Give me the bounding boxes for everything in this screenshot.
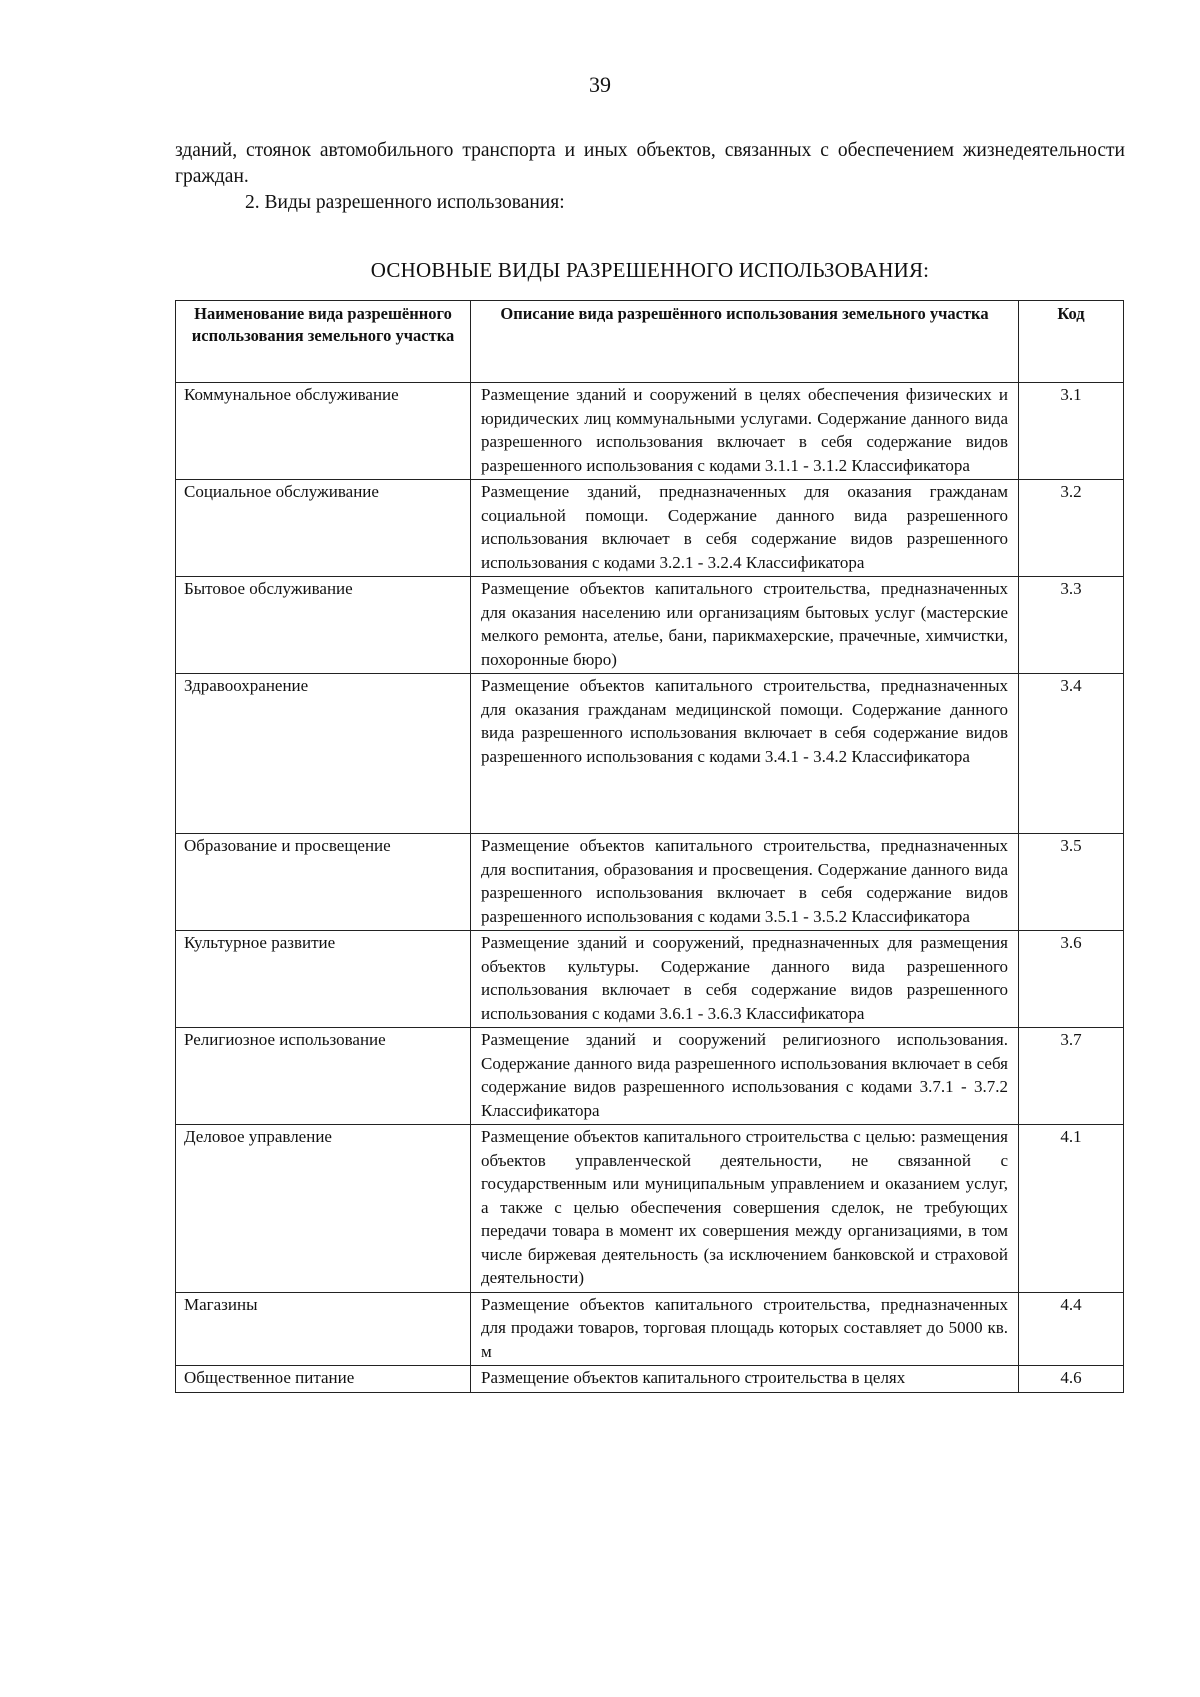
row-code: 3.3 bbox=[1019, 577, 1124, 674]
table-row bbox=[176, 1292, 1124, 1366]
header-name: Наименование вида разрешённого использования земельного участка bbox=[176, 301, 471, 383]
row-description: Размещение зданий, предназначенных для оказания гражданам социальной помощи. Содержание данного вида разрешенного использования включает в себя содержание видов разрешенного использования с кодами 3.2.1 - 3.2.4 Классификатора bbox=[471, 480, 1019, 577]
row-code: 4.6 bbox=[1019, 1366, 1124, 1393]
row-description: Размещение зданий и сооружений, предназначенных для размещения объектов культуры. Содержание данного вида разрешенного использования включает в себя содержание видов разрешенного использования с кодами 3.6.1 - 3.6.3 Классификатора bbox=[471, 931, 1019, 1028]
intro-text bbox=[175, 138, 1125, 216]
row-description: Размещение объектов капитального строительства, предназначенных для оказания населению или организациям бытовых услуг (мастерские мелкого ремонта, ателье, бани, парикмахерские, прачечные, химчистки, похоронные бюро) bbox=[471, 577, 1019, 674]
row-name: Здравоохранение bbox=[176, 674, 471, 834]
table-row bbox=[176, 577, 1124, 674]
row-code: 3.6 bbox=[1019, 931, 1124, 1028]
table-row bbox=[176, 1366, 1124, 1393]
row-name: Культурное развитие bbox=[176, 931, 471, 1028]
table-row bbox=[176, 480, 1124, 577]
table-row bbox=[176, 1125, 1124, 1293]
row-description: Размещение зданий и сооружений религиозного использования. Содержание данного вида разрешенного использования включает в себя содержание видов разрешенного использования с кодами 3.7.1 - 3.7.2 Классификатора bbox=[471, 1028, 1019, 1125]
row-code: 3.5 bbox=[1019, 834, 1124, 931]
row-name: Религиозное использование bbox=[176, 1028, 471, 1125]
row-code: 3.2 bbox=[1019, 480, 1124, 577]
table-body bbox=[176, 383, 1124, 1393]
table-row bbox=[176, 674, 1124, 834]
row-code: 3.7 bbox=[1019, 1028, 1124, 1125]
row-description: Размещение объектов капитального строительства, предназначенных для воспитания, образования и просвещения. Содержание данного вида разрешенного использования включает в себя содержание видов разрешенного использования с кодами 3.5.1 - 3.5.2 Классификатора bbox=[471, 834, 1019, 931]
row-name: Общественное питание bbox=[176, 1366, 471, 1393]
row-code: 3.4 bbox=[1019, 674, 1124, 834]
row-description: Размещение объектов капитального строительства, предназначенных для оказания гражданам медицинской помощи. Содержание данного вида разрешенного использования включает в себя содержание видов разрешенного использования с кодами 3.4.1 - 3.4.2 Классификатора bbox=[471, 674, 1019, 834]
intro-continuation: зданий, стоянок автомобильного транспорта и иных объектов, связанных с обеспечением жизнедеятельности граждан. bbox=[175, 140, 1125, 187]
row-description: Размещение зданий и сооружений в целях обеспечения физических и юридических лиц коммунальными услугами. Содержание данного вида разрешенного использования включает в себя содержание видов разрешенного использования с кодами 3.1.1 - 3.1.2 Классификатора bbox=[471, 383, 1019, 480]
table-row bbox=[176, 834, 1124, 931]
row-description: Размещение объектов капитального строительства в целях bbox=[471, 1366, 1019, 1393]
row-code: 3.1 bbox=[1019, 383, 1124, 480]
table-row bbox=[176, 1028, 1124, 1125]
row-name: Магазины bbox=[176, 1292, 471, 1366]
table-row bbox=[176, 383, 1124, 480]
header-code: Код bbox=[1019, 301, 1124, 383]
row-name: Коммунальное обслуживание bbox=[176, 383, 471, 480]
row-name: Бытовое обслуживание bbox=[176, 577, 471, 674]
row-name: Социальное обслуживание bbox=[176, 480, 471, 577]
header-description: Описание вида разрешённого использования земельного участка bbox=[471, 301, 1019, 383]
table-header bbox=[176, 301, 1124, 383]
permitted-uses-table bbox=[175, 300, 1124, 1393]
row-description: Размещение объектов капитального строительства с целью: размещения объектов управленческой деятельности, не связанной с государственным или муниципальным управлением и оказанием услуг, а также с целью обеспечения совершения сделок, не требующих передачи товара в момент их совершения между организациями, в том числе биржевая деятельность (за исключением банковской и страховой деятельности) bbox=[471, 1125, 1019, 1293]
page-number: 39 bbox=[589, 72, 611, 97]
table-title: ОСНОВНЫЕ ВИДЫ РАЗРЕШЕННОГО ИСПОЛЬЗОВАНИЯ: bbox=[370, 258, 930, 282]
intro-item: 2. Виды разрешенного использования: bbox=[245, 192, 565, 213]
row-code: 4.1 bbox=[1019, 1125, 1124, 1293]
row-code: 4.4 bbox=[1019, 1292, 1124, 1366]
row-name: Деловое управление bbox=[176, 1125, 471, 1293]
row-name: Образование и просвещение bbox=[176, 834, 471, 931]
table-row bbox=[176, 931, 1124, 1028]
row-description: Размещение объектов капитального строительства, предназначенных для продажи товаров, торговая площадь которых составляет до 5000 кв. м bbox=[471, 1292, 1019, 1366]
